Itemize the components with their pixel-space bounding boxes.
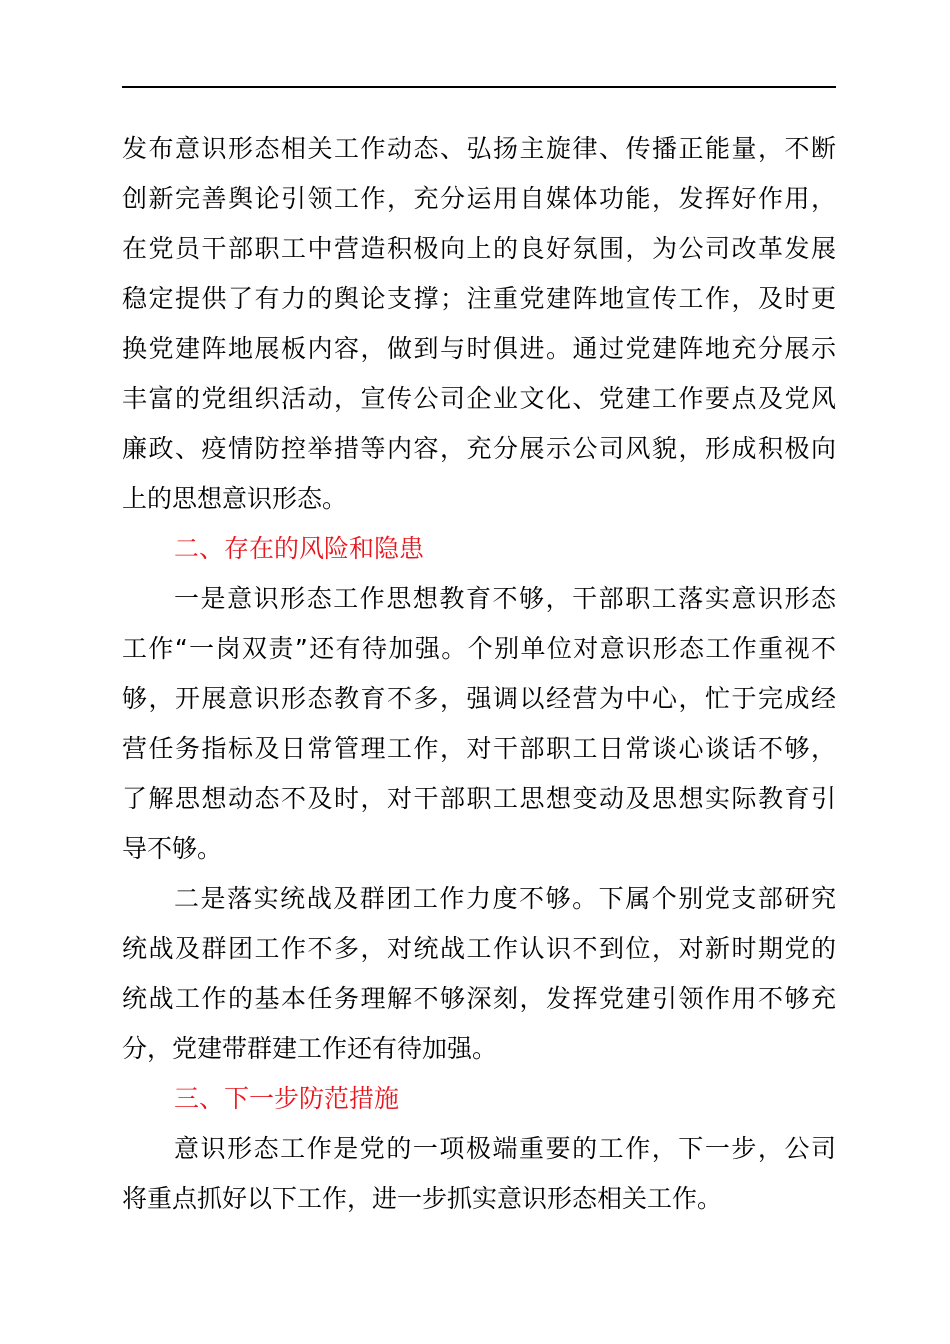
text-line: 意识形态工作是党的一项极端重要的工作，下一步，公司 xyxy=(174,1134,836,1163)
paragraph-risk-one xyxy=(122,574,836,874)
text-line: 够，开展意识形态教育不多，强调以经营为中心，忙于完成经 xyxy=(122,684,836,713)
text-line: 发布意识形态相关工作动态、弘扬主旋律、传播正能量，不断 xyxy=(122,134,836,163)
text-line: 统战及群团工作不多，对统战工作认识不到位，对新时期党的 xyxy=(122,934,836,963)
text-line: 统战工作的基本任务理解不够深刻，发挥党建引领作用不够充 xyxy=(122,984,836,1013)
text-line: 将重点抓好以下工作，进一步抓实意识形态相关工作。 xyxy=(122,1184,723,1213)
text-line: 换党建阵地展板内容，做到与时俱进。通过党建阵地充分展示 xyxy=(122,334,836,363)
section-heading-risks: 二、存在的风险和隐患 xyxy=(174,534,425,563)
section-heading-next-steps: 三、下一步防范措施 xyxy=(174,1084,400,1113)
text-line: 工作“一岗双责”还有待加强。个别单位对意识形态工作重视不 xyxy=(122,634,836,663)
text-line: 丰富的党组织活动，宣传公司企业文化、党建工作要点及党风 xyxy=(122,384,836,413)
text-line: 导不够。 xyxy=(122,834,223,863)
text-line: 营任务指标及日常管理工作，对干部职工日常谈心谈话不够， xyxy=(122,734,836,763)
text-line: 上的思想意识形态。 xyxy=(122,484,348,513)
document-body xyxy=(122,124,836,1224)
text-line: 二是落实统战及群团工作力度不够。下属个别党支部研究 xyxy=(174,884,836,913)
header-rule xyxy=(122,86,836,88)
text-line: 创新完善舆论引领工作，充分运用自媒体功能，发挥好作用， xyxy=(122,184,836,213)
paragraph-risk-two xyxy=(122,874,836,1074)
paragraph-ideology-work-continued xyxy=(122,124,836,524)
text-line: 在党员干部职工中营造积极向上的良好氛围，为公司改革发展 xyxy=(122,234,836,263)
text-line: 廉政、疫情防控举措等内容，充分展示公司风貌，形成积极向 xyxy=(122,434,836,463)
text-line: 分，党建带群建工作还有待加强。 xyxy=(122,1034,498,1063)
paragraph-next-steps-intro xyxy=(122,1124,836,1224)
text-line: 一是意识形态工作思想教育不够，干部职工落实意识形态 xyxy=(174,584,836,613)
text-line: 稳定提供了有力的舆论支撑；注重党建阵地宣传工作，及时更 xyxy=(122,284,836,313)
text-line: 了解思想动态不及时，对干部职工思想变动及思想实际教育引 xyxy=(122,784,836,813)
